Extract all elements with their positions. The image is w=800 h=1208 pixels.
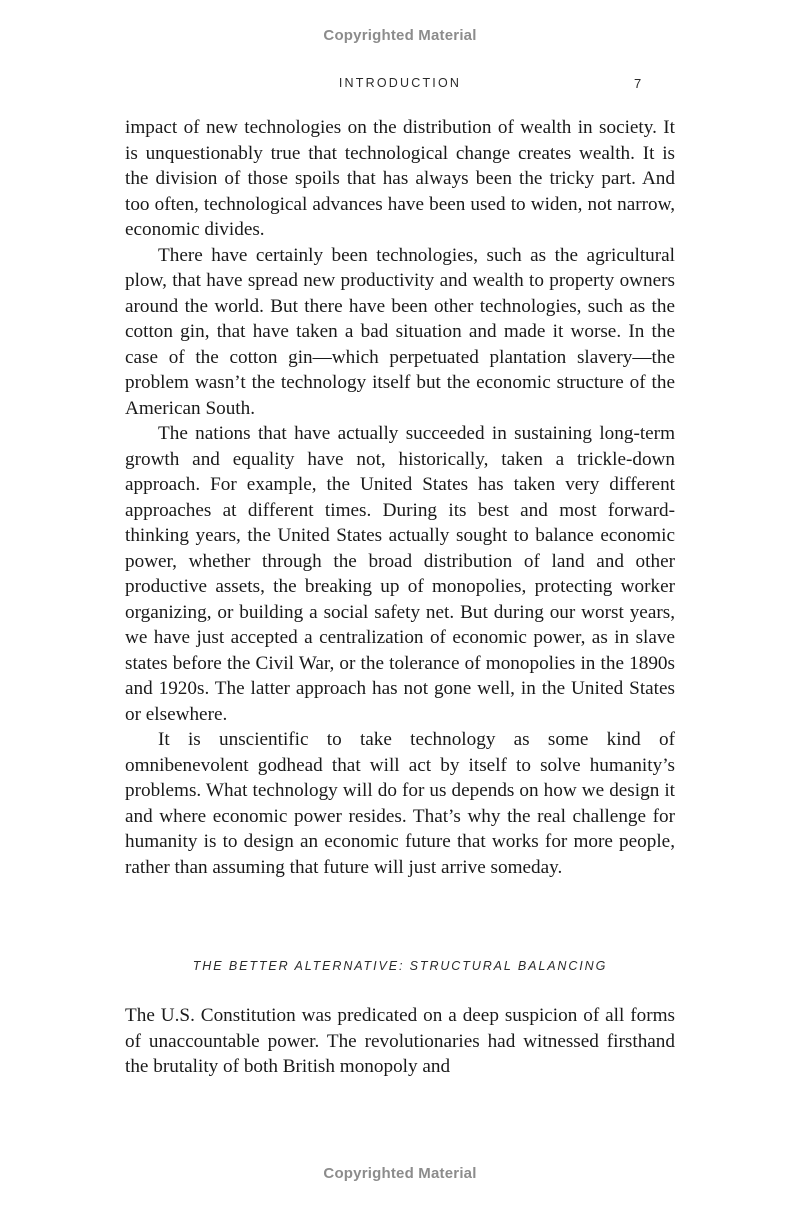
copyright-watermark-top: Copyrighted Material — [323, 27, 477, 44]
paragraph: The nations that have actually succeeded in sustaining long-term growth and equality have not, historically, taken a trickle-down approach. For example, the United States has taken very different approaches at different times. During its best and most forward-thinking years, the United States actually sought to balance economic power, whether through the broad distribution of land and other productive assets, the breaking up of monopolies, protecting worker organizing, or building a social safety net. But during our worst years, we have just accepted a centralization of economic power, as in slave states before the Civil War, or the tolerance of monopolies in the 1890s and 1920s. The latter approach has not gone well, in the United States or elsewhere. — [125, 423, 675, 725]
section-heading: THE BETTER ALTERNATIVE: STRUCTURAL BALANCING — [192, 959, 608, 973]
copyright-watermark-bottom: Copyrighted Material — [323, 1165, 477, 1182]
running-title: INTRODUCTION — [338, 76, 462, 90]
paragraph: There have certainly been technologies, such as the agricultural plow, that have spread new productivity and wealth to property owners around the world. But there have been other technologies, such as the cotton gin, that have taken a bad situation and made it worse. In the case of the cotton gin—which perpetuated plantation slavery—the problem wasn’t the technology itself but the economic structure of the American South. — [125, 244, 675, 419]
page-number: 7 — [634, 76, 642, 91]
paragraph: It is unscientific to take technology as some kind of omnibenevolent godhead that will act by itself to solve humanity’s problems. What technology will do for us depends on how we design it and where economic power resides. That’s why the real challenge for humanity is to design an economic future that works for more people, rather than assuming that future will just arrive someday. — [125, 729, 675, 878]
paragraph: The U.S. Constitution was predicated on a deep suspicion of all forms of unaccountable power. The revolutionaries had witnessed firsthand the brutality of both British monopoly and — [125, 1005, 675, 1077]
body-text — [125, 115, 675, 880]
running-header — [0, 76, 800, 94]
paragraph-continued: impact of new technologies on the distribution of wealth in society. It is unquestionably true that technological change creates wealth. It is the division of those spoils that has always been the tricky part. And too often, technological advances have been used to widen, not narrow, economic divides. — [125, 117, 675, 240]
section-body-text — [125, 1003, 675, 1080]
